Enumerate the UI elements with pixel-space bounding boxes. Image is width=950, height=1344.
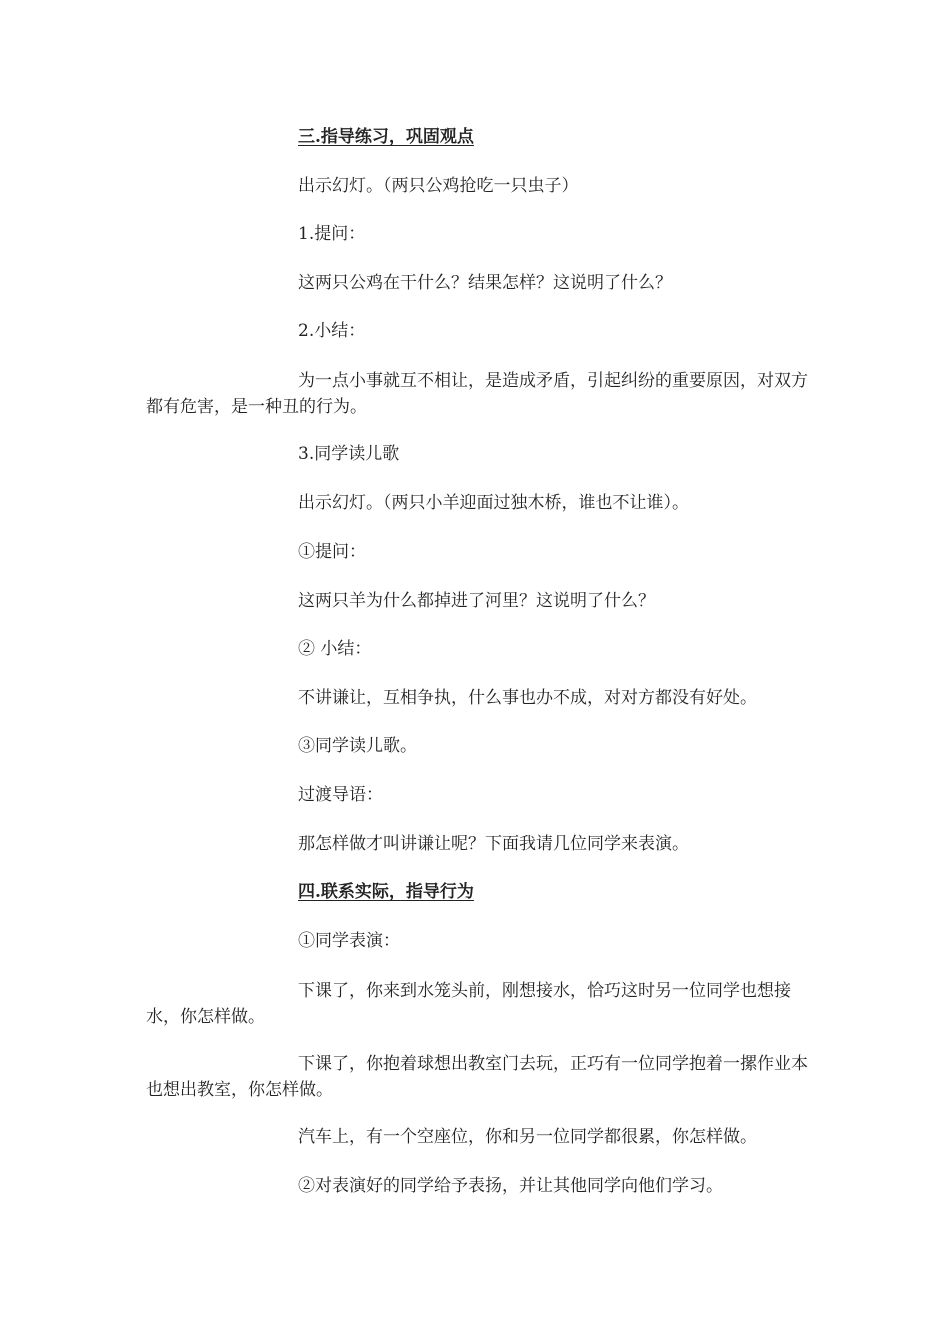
scenario-paragraph-1: 下课了，你来到水笼头前，刚想接水，恰巧这时另一位同学也想接水，你怎样做。: [146, 981, 791, 1027]
transition-text: 那怎样做才叫讲谦让呢？下面我请几位同学来表演。: [298, 834, 689, 854]
scenario-text-3: 汽车上，有一个空座位，你和另一位同学都很累，你怎样做。: [298, 1127, 757, 1147]
perform-label: ①同学表演：: [298, 931, 400, 951]
summary-label-2: ② 小结：: [298, 639, 372, 659]
transition-label: 过渡导语：: [298, 785, 383, 805]
question-text-2: 这两只羊为什么都掉进了河里？这说明了什么？: [298, 591, 655, 611]
read-song-label: 3.同学读儿歌: [298, 444, 400, 464]
praise-text: ②对表演好的同学给予表扬，并让其他同学向他们学习。: [298, 1176, 723, 1196]
question-label-1: 1.提问：: [298, 224, 366, 244]
summary-paragraph-1: 为一点小事就互不相让，是造成矛盾，引起纠纷的重要原因，对双方都有危害，是一种丑的行为。: [146, 371, 808, 417]
section-heading-3: 三.指导练习，巩固观点: [298, 127, 474, 147]
read-song-label-2: ③同学读儿歌。: [298, 736, 417, 756]
section-heading-4: 四.联系实际，指导行为: [298, 882, 474, 902]
question-label-2: ①提问：: [298, 542, 366, 562]
slide-instruction-2: 出示幻灯。（两只小羊迎面过独木桥，谁也不让谁）。: [298, 493, 689, 513]
question-text-1: 这两只公鸡在干什么？结果怎样？这说明了什么？: [298, 273, 672, 293]
slide-instruction-1: 出示幻灯。（两只公鸡抢吃一只虫子）: [298, 176, 579, 196]
summary-label-1: 2.小结：: [298, 321, 366, 341]
summary-text-2: 不讲谦让，互相争执，什么事也办不成，对对方都没有好处。: [298, 688, 757, 708]
scenario-paragraph-2: 下课了，你抱着球想出教室门去玩，正巧有一位同学抱着一摞作业本也想出教室，你怎样做。: [146, 1054, 808, 1100]
